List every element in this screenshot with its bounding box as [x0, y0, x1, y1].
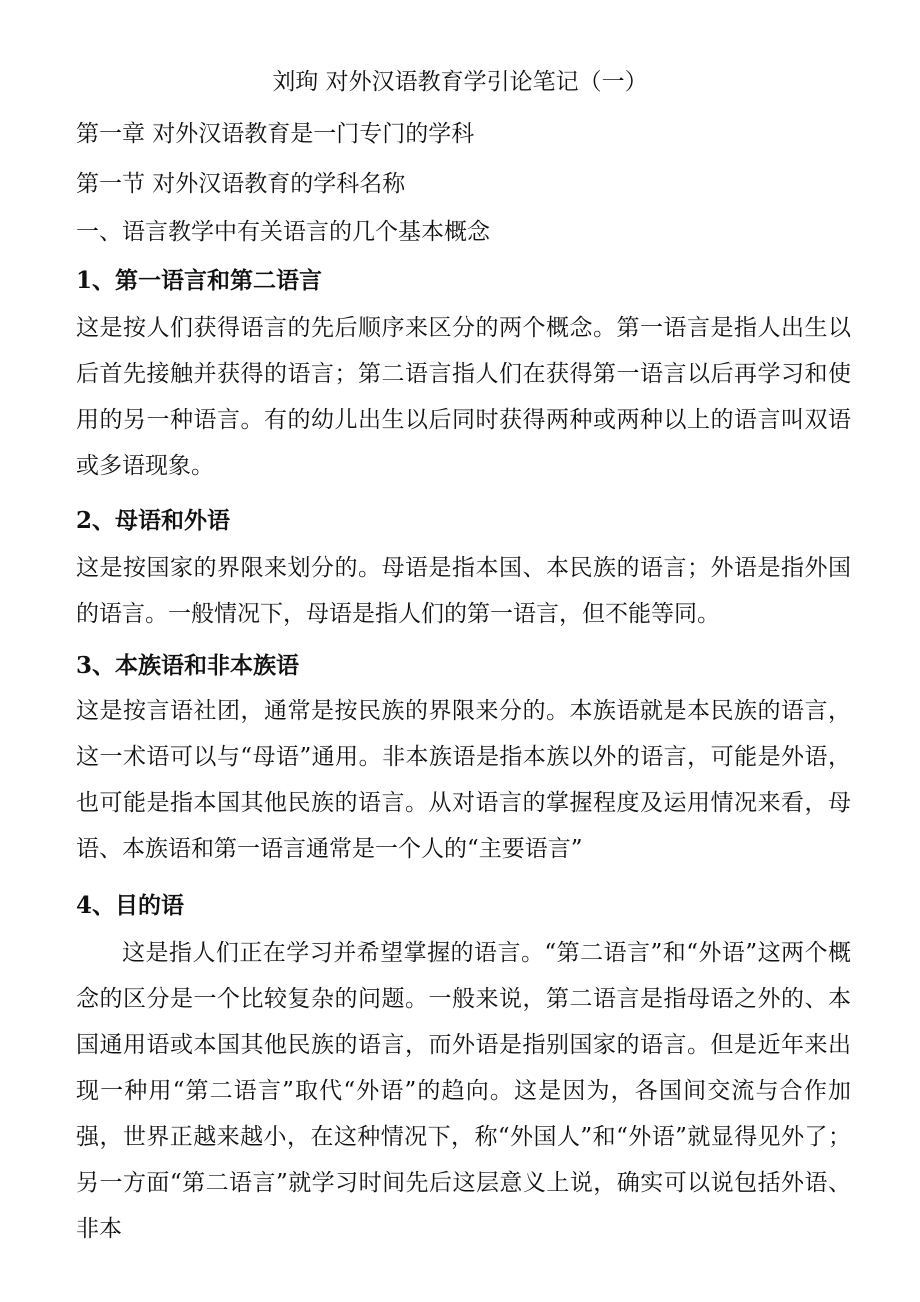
- item-heading-3: 3、本族语和非本族语: [76, 652, 300, 679]
- document-title: 刘珣 对外汉语教育学引论笔记（一）: [272, 69, 648, 95]
- item-heading-1: 1、第一语言和第二语言: [76, 267, 323, 294]
- section-heading: 第一节 对外汉语教育的学科名称: [76, 171, 406, 197]
- chapter-heading: 第一章 对外汉语教育是一门专门的学科: [76, 121, 475, 147]
- part-heading: 一、语言教学中有关语言的几个基本概念: [76, 219, 490, 245]
- item-heading-2: 2、母语和外语: [76, 507, 231, 534]
- item-paragraph-3: 这是按言语社团，通常是按民族的界限来分的。本族语就是本民族的语言，这一术语可以与“母语”通用。非本族语是指本族以外的语言，可能是外语，也可能是指本国其他民族的语言。从对语言的掌握程度及运用情况来看，母语、本族语和第一语言通常是一个人的“主要语言”: [76, 698, 851, 862]
- item-heading-4: 4、目的语: [76, 892, 185, 919]
- item-paragraph-1: 这是按人们获得语言的先后顺序来区分的两个概念。第一语言是指人出生以后首先接触并获得的语言；第二语言指人们在获得第一语言以后再学习和使用的另一种语言。有的幼儿出生以后同时获得两种或两种以上的语言叫双语或多语现象。: [76, 315, 851, 479]
- item-paragraph-2: 这是按国家的界限来划分的。母语是指本国、本民族的语言；外语是指外国的语言。一般情况下，母语是指人们的第一语言，但不能等同。: [76, 555, 851, 627]
- item-paragraph-4: 这是指人们正在学习并希望掌握的语言。“第二语言”和“外语”这两个概念的区分是一个比较复杂的问题。一般来说，第二语言是指母语之外的、本国通用语或本国其他民族的语言，而外语是指别国家的语言。但是近年来出现一种用“第二语言”取代“外语”的趋向。这是因为，各国间交流与合作加强，世界正越来越小，在这种情况下，称“外国人”和“外语”就显得见外了；另一方面“第二语言”就学习时间先后这层意义上说，确实可以说包括外语、非本: [76, 940, 851, 1242]
